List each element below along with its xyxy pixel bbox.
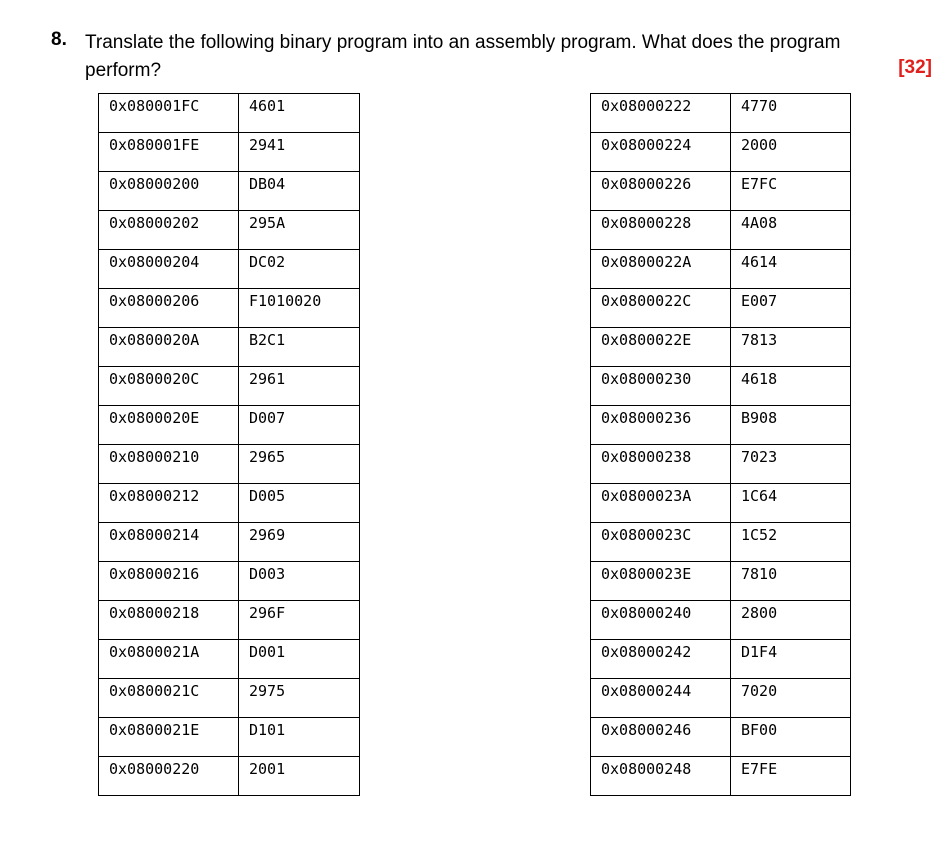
address-cell: 0x0800021A [99, 640, 239, 679]
address-cell: 0x0800023E [591, 562, 731, 601]
address-cell: 0x0800021C [99, 679, 239, 718]
value-cell: D001 [239, 640, 360, 679]
table-row [99, 601, 360, 640]
value-cell: F1010020 [239, 289, 360, 328]
address-cell: 0x08000246 [591, 718, 731, 757]
address-cell: 0x0800022E [591, 328, 731, 367]
value-cell: 4A08 [731, 211, 851, 250]
address-cell: 0x08000220 [99, 757, 239, 796]
table-row [99, 211, 360, 250]
table-row [99, 757, 360, 796]
address-cell: 0x0800020C [99, 367, 239, 406]
value-cell: 295A [239, 211, 360, 250]
address-cell: 0x08000210 [99, 445, 239, 484]
address-cell: 0x08000230 [591, 367, 731, 406]
address-cell: 0x08000238 [591, 445, 731, 484]
address-cell: 0x0800022A [591, 250, 731, 289]
table-row [591, 250, 851, 289]
address-cell: 0x080001FC [99, 94, 239, 133]
table-row [99, 94, 360, 133]
question-text: Translate the following binary program into an assembly program. What does the program perform? [85, 32, 841, 81]
value-cell: E007 [731, 289, 851, 328]
address-cell: 0x0800020E [99, 406, 239, 445]
value-cell: B2C1 [239, 328, 360, 367]
value-cell: 4770 [731, 94, 851, 133]
value-cell: D1F4 [731, 640, 851, 679]
question-number: 8. [51, 29, 67, 50]
table-row [99, 562, 360, 601]
table-row [99, 250, 360, 289]
value-cell: E7FC [731, 172, 851, 211]
table-row [591, 211, 851, 250]
value-cell: D003 [239, 562, 360, 601]
value-cell: 4614 [731, 250, 851, 289]
address-cell: 0x08000216 [99, 562, 239, 601]
value-cell: 7023 [731, 445, 851, 484]
address-cell: 0x0800022C [591, 289, 731, 328]
table-row [591, 757, 851, 796]
table-row [99, 328, 360, 367]
value-cell: B908 [731, 406, 851, 445]
question-marks: [32] [898, 57, 932, 78]
value-cell: 2969 [239, 523, 360, 562]
table-row [591, 640, 851, 679]
value-cell: BF00 [731, 718, 851, 757]
table-row [591, 445, 851, 484]
value-cell: DB04 [239, 172, 360, 211]
value-cell: 1C52 [731, 523, 851, 562]
value-cell: 2961 [239, 367, 360, 406]
value-cell: 2941 [239, 133, 360, 172]
table-row [591, 367, 851, 406]
address-cell: 0x0800023A [591, 484, 731, 523]
table-row [591, 172, 851, 211]
value-cell: 4618 [731, 367, 851, 406]
table-row [99, 640, 360, 679]
address-cell: 0x08000228 [591, 211, 731, 250]
value-cell: 296F [239, 601, 360, 640]
address-cell: 0x08000222 [591, 94, 731, 133]
address-cell: 0x0800020A [99, 328, 239, 367]
table-row [591, 601, 851, 640]
address-cell: 0x08000240 [591, 601, 731, 640]
address-cell: 0x08000202 [99, 211, 239, 250]
value-cell: 2001 [239, 757, 360, 796]
table-row [99, 172, 360, 211]
table-row [591, 406, 851, 445]
table-row [99, 679, 360, 718]
address-cell: 0x08000224 [591, 133, 731, 172]
value-cell: 4601 [239, 94, 360, 133]
address-cell: 0x08000242 [591, 640, 731, 679]
table-row [99, 445, 360, 484]
table-row [591, 484, 851, 523]
table-row [99, 484, 360, 523]
value-cell: 2975 [239, 679, 360, 718]
table-row [591, 679, 851, 718]
value-cell: D101 [239, 718, 360, 757]
address-cell: 0x08000204 [99, 250, 239, 289]
table-row [99, 133, 360, 172]
address-cell: 0x08000244 [591, 679, 731, 718]
address-cell: 0x0800021E [99, 718, 239, 757]
value-cell: 2000 [731, 133, 851, 172]
table-row [99, 289, 360, 328]
value-cell: 1C64 [731, 484, 851, 523]
table-row [99, 367, 360, 406]
table-row [591, 94, 851, 133]
address-cell: 0x08000200 [99, 172, 239, 211]
value-cell: 7020 [731, 679, 851, 718]
value-cell: DC02 [239, 250, 360, 289]
value-cell: 7810 [731, 562, 851, 601]
address-cell: 0x08000212 [99, 484, 239, 523]
value-cell: D005 [239, 484, 360, 523]
address-cell: 0x08000214 [99, 523, 239, 562]
address-cell: 0x08000218 [99, 601, 239, 640]
address-cell: 0x08000206 [99, 289, 239, 328]
address-cell: 0x08000248 [591, 757, 731, 796]
value-cell: 7813 [731, 328, 851, 367]
table-row [591, 328, 851, 367]
table-row [591, 562, 851, 601]
value-cell: D007 [239, 406, 360, 445]
table-row [99, 523, 360, 562]
value-cell: E7FE [731, 757, 851, 796]
table-row [591, 718, 851, 757]
value-cell: 2800 [731, 601, 851, 640]
table-row [99, 406, 360, 445]
value-cell: 2965 [239, 445, 360, 484]
address-cell: 0x08000236 [591, 406, 731, 445]
table-row [591, 133, 851, 172]
table-row [99, 718, 360, 757]
address-cell: 0x08000226 [591, 172, 731, 211]
address-cell: 0x080001FE [99, 133, 239, 172]
address-cell: 0x0800023C [591, 523, 731, 562]
left-code-table [98, 93, 360, 796]
right-code-table [590, 93, 851, 796]
table-row [591, 523, 851, 562]
table-row [591, 289, 851, 328]
